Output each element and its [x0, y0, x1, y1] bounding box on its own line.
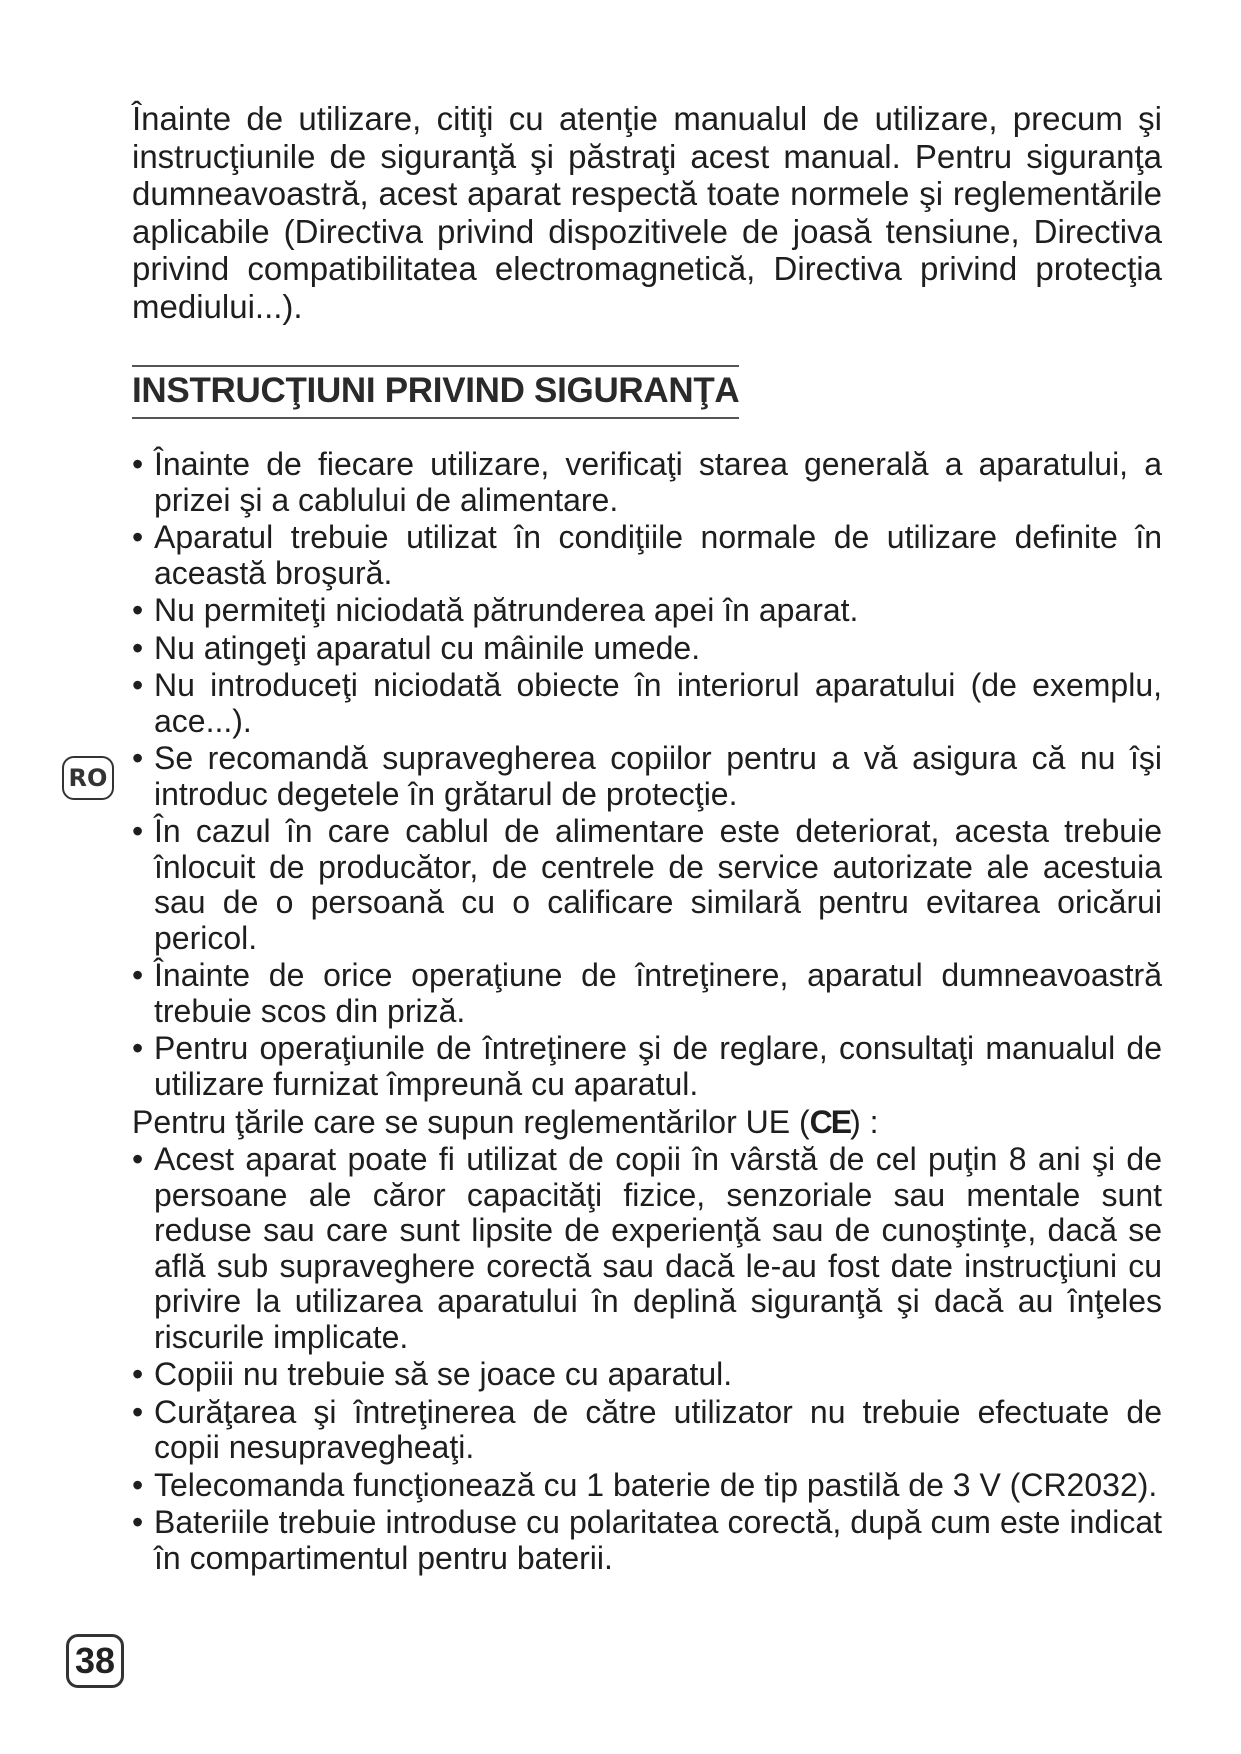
section-heading: INSTRUCŢIUNI PRIVIND SIGURANŢA [132, 371, 740, 410]
list-item: • Înainte de fiecare utilizare, verificaţi starea generală a aparatului, a prizei şi a cablului de alimentare. [132, 447, 1162, 518]
list-item: • Înainte de orice operaţiune de întreţinere, aparatul dumneavoastră trebuie scos din priză. [132, 958, 1162, 1029]
list-item: • Se recomandă supravegherea copiilor pentru a vă asigura că nu îşi introduc degetele în grătarul de protecţie. [132, 741, 1162, 812]
page-content [132, 100, 1162, 1578]
language-badge: RO [62, 756, 114, 800]
list-item: • Acest aparat poate fi utilizat de copii în vârstă de cel puţin 8 ani şi de persoane ale căror capacităţi fizice, senzoriale sau mentale sunt reduse sau care sunt lipsite de experienţă sau de cunoştinţe, dacă se află sub supraveghere corectă sau dacă le-au fost date instrucţiuni cu privire la utilizarea aparatului în deplină siguranţă şi dacă au înţeles riscurile implicate. [132, 1142, 1162, 1355]
list-item: • Nu atingeţi aparatul cu mâinile umede. [132, 631, 1162, 667]
list-item: • Nu introduceţi niciodată obiecte în interiorul aparatului (de exemplu, ace...). [132, 668, 1162, 739]
page-number: 38 [66, 1634, 124, 1688]
ce-mark-icon: CE [809, 1104, 851, 1140]
list-item: • Telecomanda funcţionează cu 1 baterie de tip pastilă de 3 V (CR2032). [132, 1468, 1162, 1504]
list-item: • Curăţarea şi întreţinerea de către utilizator nu trebuie efectuate de copii nesupravegheaţi. [132, 1395, 1162, 1466]
list-item: • Bateriile trebuie introduse cu polaritatea corectă, după cum este indicat în compartimentul pentru baterii. [132, 1505, 1162, 1576]
eu-line-prefix: Pentru ţările care se supun reglementărilor UE ( [132, 1104, 810, 1140]
eu-line-suffix: ) : [850, 1104, 879, 1140]
list-item: • Copiii nu trebuie să se joace cu aparatul. [132, 1357, 1162, 1393]
section-heading-box [132, 365, 739, 419]
safety-list [132, 447, 1162, 1102]
eu-list [132, 1142, 1162, 1576]
list-item: • Nu permiteţi niciodată pătrunderea apei în aparat. [132, 593, 1162, 629]
list-item: • Aparatul trebuie utilizat în condiţiile normale de utilizare definite în această broşură. [132, 520, 1162, 591]
eu-regulation-line [132, 1104, 1162, 1140]
intro-paragraph: Înainte de utilizare, citiţi cu atenţie manualul de utilizare, precum şi instrucţiunile de siguranţă şi păstraţi acest manual. Pentru siguranţa dumneavoastră, acest aparat respectă toate normele şi reglementările aplicabile (Directiva privind dispozitivele de joasă tensiune, Directiva privind compatibilitatea electromagnetică, Directiva privind protecţia mediului...). [132, 100, 1162, 325]
list-item: • În cazul în care cablul de alimentare este deteriorat, acesta trebuie înlocuit de producător, de centrele de service autorizate ale acestuia sau de o persoană cu o calificare similară pentru evitarea oricărui pericol. [132, 814, 1162, 956]
list-item: • Pentru operaţiunile de întreţinere şi de reglare, consultaţi manualul de utilizare furnizat împreună cu aparatul. [132, 1031, 1162, 1102]
